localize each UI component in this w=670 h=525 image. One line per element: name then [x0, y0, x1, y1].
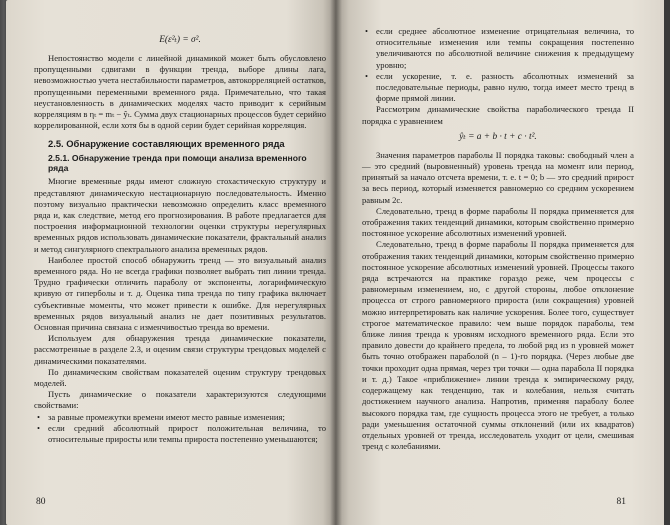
bullet-list	[34, 412, 326, 446]
formula-parabola: ŷₜ = a + b · t + c · t².	[459, 131, 537, 142]
paragraph: Непостоянство модели с линейной динамикой может быть обусловлено пропущенными сдвигами в функции тренда, выборе длины лага, невозможностью учета нестабильности параметров, автокорреляцией остатков, пропущенными переменными временного ряда. Примечательно, что такая неустановленность в динамических моделях часто приводит к серийным корреляциям в ηₜ = mₜ − ŷₜ. Сумма двух стационарных процессов будет серийно коррелированной, если хотя бы в одной серии будет серийная корреляция.	[34, 53, 326, 131]
section-heading: 2.5. Обнаружение составляющих временного ряда	[48, 138, 285, 150]
bullet-list	[362, 26, 634, 104]
bullet-icon: •	[37, 411, 41, 422]
paragraph: Многие временные ряды имеют сложную стохастическую структуру и представляют динамическую нестационарную последовательность. Именно поэтому визуально практически невозможно определить класс временного ряда и, как следствие, метод его прогнозирования. В работе предлагается для построения информационной технологии оценки структуры нерегулярных временных рядов использовать динамические показатели, фрактальный анализ и метод сингулярного спектрального анализа временных рядов.	[34, 176, 326, 254]
bullet-icon: •	[37, 422, 41, 433]
paragraph: Пусть динамические о показатели характеризуются следующими свойствами:	[34, 389, 326, 411]
paragraph: Наиболее простой способ обнаружить тренд — это визуальный анализ временного ряда. Но не всегда графики позволяет выбрать тип линии тренда. Трудно графически отличить параболу от экспоненты, логарифмическую кривую от гиперболы и т. д. Оценка типа тренда по типу графика включает субъективные моменты, что может привести к ошибке. Для нерегулярных временных рядов визуальный анализ не дает позитивных результатов. Основная причина связана с изменчивостью тренда во времени.	[34, 254, 326, 333]
paragraph: Значения параметров параболы II порядка таковы: свободный член a — это средний (выровненный) уровень тренда на момент или период, принятый за начало отсчета времени, т. е. t = 0; b — это средний прирост за весь период, который изменяется равномерно со средним ускорением равным 2c.	[362, 149, 634, 205]
page-number: 81	[616, 497, 626, 507]
list-item: • за равные промежутки времени имеют место равные изменения;	[37, 411, 285, 422]
paragraph: Рассмотрим динамические свойства параболического тренда II порядка с уравнением	[362, 104, 634, 126]
list-item: • если среднее абсолютное изменение отрицательная величина, то относительные изменения или темпы сокращения постепенно увеличиваются по абсолютной величине снижения к предыдущему уровню;	[365, 26, 634, 70]
list-item: • если средний абсолютный прирост положительная величина, то относительные приросты или темпы прироста постепенно уменьшаются;	[37, 422, 326, 445]
book-gutter	[330, 0, 342, 525]
page-number: 80	[36, 497, 46, 507]
paragraph: Используем для обнаружения тренда динамические показатели, рассмотренные в разделе 2.3, и оценим связи структуры трендовых моделей с динамическими показателями.	[34, 333, 326, 366]
paragraph: По динамическим свойствам показателей оценим структуру трендовых моделей.	[34, 366, 326, 389]
paragraph: Следовательно, тренд в форме параболы II порядка применяется для отображения таких тенденций динамики, которым свойственно примерно постоянное ускорение абсолютных изменений уровней. Процессы такого ряда встречаются на практике гораздо реже, чем процессы с равномерным изменением, но, с другой стороны, любое отклонение процесса от строго равномерного прироста (или сокращения) уровней можно интерпретировать как наличие ускорения. Более того, существует строгое математическое правило: чем выше порядок параболы, тем ближе линия тренда к уровням исходного временного ряда. Если это правило довести до крайнего предела, то любой ряд из n уровней может быть точно отображен параболой (n – 1)-го порядка. (Через любые две точки проходит одна прямая, через три точки — одна парабола II порядка и т. д.) Такое «приближение» линии тренда к эмпирическому ряду, содержащему как тенденцию, так и колебания, нельзя считать достижением научного анализа. Напротив, применяя параболу более высокого порядка там, где сущность процесса этого не требует, а только ради уменьшения остаточной суммы отклонений (или их квадратов) отдельных уровней от тренда, исследователь уходит от цели, смешивая тренд с колебаниями.	[362, 239, 634, 452]
bullet-icon: •	[365, 26, 369, 36]
subsection-heading: 2.5.1. Обнаружение тренда при помощи анализа временного ряда	[48, 153, 307, 174]
bullet-icon: •	[365, 70, 369, 81]
formula-variance: E(ε²ₜ) = σ².	[159, 35, 201, 45]
list-item: • если ускорение, т. е. разность абсолютных изменений за последовательные периоды, равно нулю, тогда имеет место тренд в форме прямой линии.	[365, 70, 634, 104]
paragraph: Следовательно, тренд в форме параболы II порядка применяется для отображения таких тенденций динамики, которым свойственно примерно постоянное ускорение абсолютных изменений уровней.	[362, 205, 634, 239]
right-page	[336, 0, 664, 525]
left-page	[6, 0, 336, 525]
